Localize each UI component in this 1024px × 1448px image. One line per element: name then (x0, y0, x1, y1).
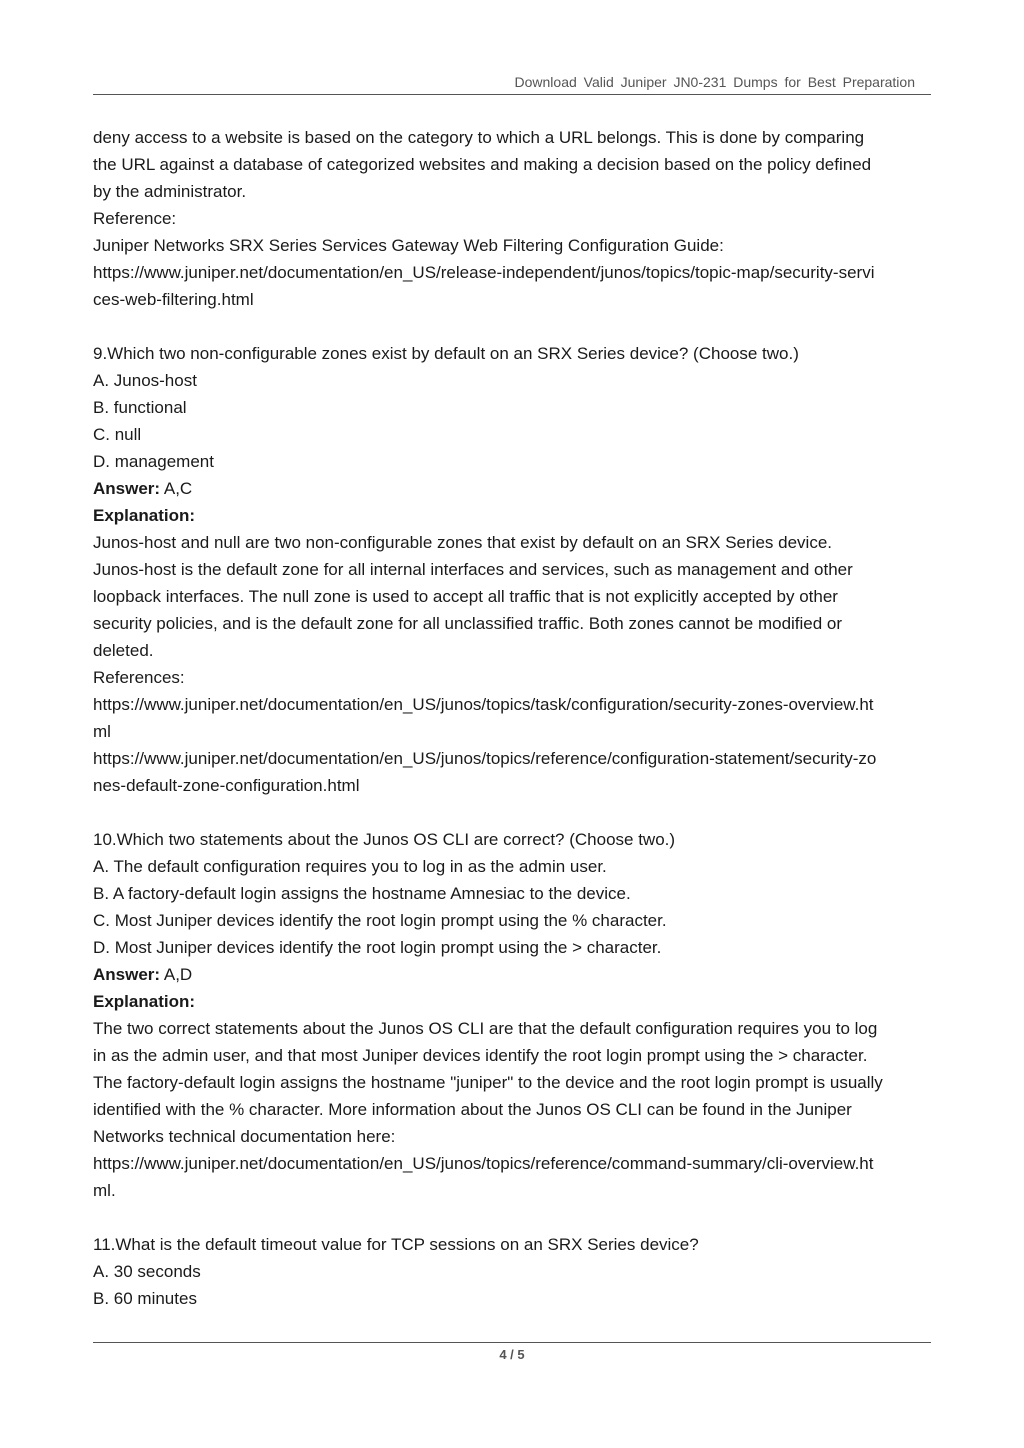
answer-line (93, 961, 933, 988)
option-d: D. Most Juniper devices identify the root login prompt using the > character. (93, 938, 662, 957)
body-line: deny access to a website is based on the category to which a URL belongs. This is done by comparing (93, 128, 865, 147)
reference-link: ces-web-filtering.html (93, 290, 254, 309)
answer-value: A,D (160, 965, 193, 984)
reference-line: Juniper Networks SRX Series Services Gateway Web Filtering Configuration Guide: (93, 236, 724, 255)
option-d: D. management (93, 452, 214, 471)
reference-link: ml (93, 722, 111, 741)
answer-label: Answer: (93, 965, 161, 984)
explanation-link: https://www.juniper.net/documentation/en_US/junos/topics/reference/command-summary/cli-overview.ht (93, 1154, 874, 1173)
explanation-line: in as the admin user, and that most Juniper devices identify the root login prompt using the > character. (93, 1046, 868, 1065)
option-c: C. null (93, 425, 142, 444)
question-11: 11.What is the default timeout value for TCP sessions on an SRX Series device? (93, 1235, 699, 1254)
paragraph-gap (93, 313, 933, 340)
explanation-line: security policies, and is the default zone for all unclassified traffic. Both zones cannot be modified or (93, 614, 843, 633)
header-title: Download Valid Juniper JN0-231 Dumps for Best Preparation (514, 74, 915, 90)
option-b: B. 60 minutes (93, 1289, 197, 1308)
explanation-line: identified with the % character. More information about the Junos OS CLI can be found in the Juniper (93, 1100, 852, 1119)
page-number: 4 / 5 (499, 1347, 525, 1362)
question-9: 9.Which two non-configurable zones exist by default on an SRX Series device? (Choose two.) (93, 344, 799, 363)
reference-label: Reference: (93, 209, 177, 228)
option-b: B. A factory-default login assigns the hostname Amnesiac to the device. (93, 884, 631, 903)
explanation-line: Junos-host is the default zone for all internal interfaces and services, such as management and other (93, 560, 853, 579)
paragraph-gap (93, 799, 933, 826)
paragraph-gap (93, 1204, 933, 1231)
body-line: the URL against a database of categorized websites and making a decision based on the policy defined (93, 155, 872, 174)
explanation-line: The two correct statements about the Junos OS CLI are that the default configuration requires you to log (93, 1019, 878, 1038)
reference-link: https://www.juniper.net/documentation/en_US/junos/topics/task/configuration/security-zones-overview.ht (93, 695, 874, 714)
answer-line (93, 475, 933, 502)
explanation-label: Explanation: (93, 992, 196, 1011)
explanation-line: Networks technical documentation here: (93, 1127, 396, 1146)
body-line: by the administrator. (93, 182, 247, 201)
explanation-line: The factory-default login assigns the hostname "juniper" to the device and the root login prompt is usually (93, 1073, 883, 1092)
references-label: References: (93, 668, 185, 687)
option-a: A. Junos-host (93, 371, 197, 390)
question-10: 10.Which two statements about the Junos OS CLI are correct? (Choose two.) (93, 830, 676, 849)
reference-link: nes-default-zone-configuration.html (93, 776, 360, 795)
answer-label: Answer: (93, 479, 161, 498)
option-c: C. Most Juniper devices identify the root login prompt using the % character. (93, 911, 667, 930)
reference-link: https://www.juniper.net/documentation/en_US/release-independent/junos/topics/topic-map/security-servi (93, 263, 875, 282)
explanation-line: loopback interfaces. The null zone is used to accept all traffic that is not explicitly accepted by other (93, 587, 838, 606)
document-body (93, 124, 933, 1312)
option-a: A. 30 seconds (93, 1262, 201, 1281)
explanation-label: Explanation: (93, 506, 196, 525)
explanation-line: Junos-host and null are two non-configurable zones that exist by default on an SRX Series device. (93, 533, 832, 552)
answer-value: A,C (160, 479, 193, 498)
explanation-line: deleted. (93, 641, 154, 660)
option-b: B. functional (93, 398, 187, 417)
option-a: A. The default configuration requires you to log in as the admin user. (93, 857, 607, 876)
reference-link: https://www.juniper.net/documentation/en_US/junos/topics/reference/configuration-statement/security-zo (93, 749, 877, 768)
page-footer (93, 1342, 931, 1362)
explanation-link: ml. (93, 1181, 116, 1200)
page-header (93, 72, 931, 95)
